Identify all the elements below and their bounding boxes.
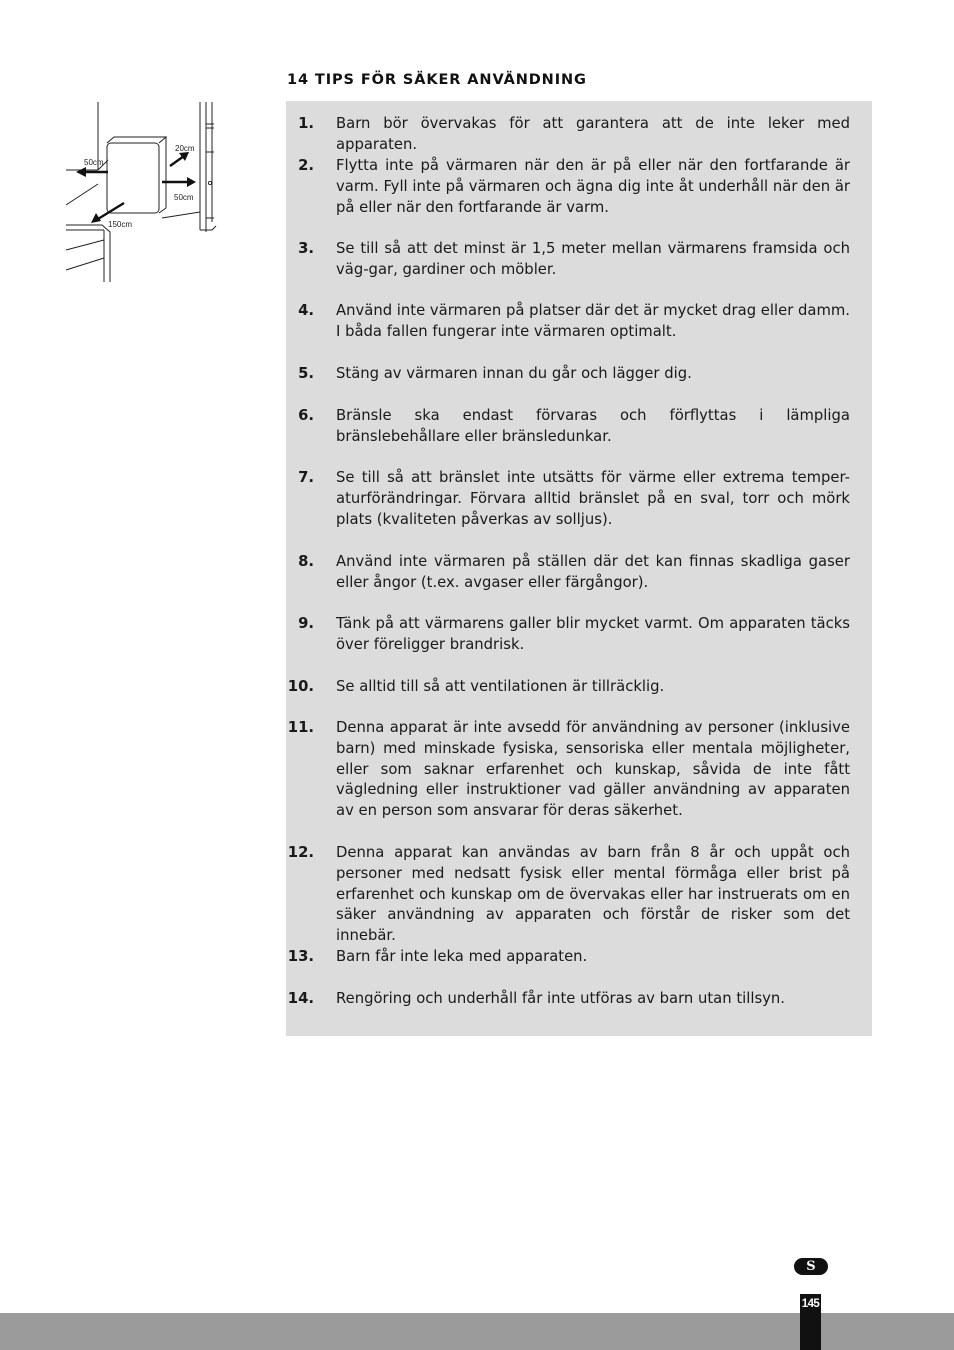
- tip-text: Barn bör övervakas för att garantera att de inte leker med apparaten.: [336, 115, 850, 153]
- tip-text: Denna apparat är inte avsedd för användning av personer (inklusive barn) med minskade fysiska, sensoriska eller mentala möjligheter, eller som saknar erfarenhet och kunskap, såvida de inte fått vägledning eller instruktioner vad gäller användning av apparaten av en person som ansvarar för deras säkerhet.: [336, 719, 850, 820]
- tip-number: 7.: [298, 469, 314, 486]
- tip-number: 1.: [298, 115, 314, 132]
- tip-number: 2.: [298, 157, 314, 174]
- clearance-front-label: 150cm: [108, 220, 133, 229]
- page-number-tab: [800, 1294, 821, 1350]
- clearance-right-label: 50cm: [174, 193, 194, 202]
- tip-text: Se till så att bränslet inte utsätts för värme eller extrema temper-aturförändringar. Förvara alltid bränslet på en sval, torr och mörk plats (kvaliteten påverkas av solljus).: [336, 469, 850, 528]
- language-badge: S: [794, 1258, 828, 1275]
- clearance-illustration: [62, 100, 222, 285]
- tip-number: 13.: [287, 948, 314, 965]
- tip-text: Stäng av värmaren innan du går och lägger dig.: [336, 365, 692, 382]
- tip-number: 5.: [298, 365, 314, 382]
- tip-number: 8.: [298, 553, 314, 570]
- clearance-top-label: 20cm: [175, 144, 195, 153]
- tip-text: Rengöring och underhåll får inte utföras av barn utan tillsyn.: [336, 990, 785, 1007]
- tip-number: 3.: [298, 240, 314, 257]
- tip-text: Se alltid till så att ventilationen är tillräcklig.: [336, 678, 665, 695]
- tips-panel: [286, 101, 872, 1036]
- tip-number: 4.: [298, 302, 314, 319]
- tip-text: Se till så att det minst är 1,5 meter mellan värmarens framsida och väg-gar, gardiner och möbler.: [336, 240, 850, 278]
- tip-text: Använd inte värmaren på ställen där det kan finnas skadliga gaser eller ångor (t.ex. avgaser eller färgångor).: [336, 553, 850, 591]
- tip-text: Använd inte värmaren på platser där det är mycket drag eller damm. I båda fallen fungerar inte värmaren optimalt.: [336, 302, 851, 340]
- tip-number: 10.: [287, 678, 314, 695]
- clearance-left-label: 50cm: [84, 158, 104, 167]
- tip-number: 12.: [287, 844, 314, 861]
- tip-text: Barn får inte leka med apparaten.: [336, 948, 588, 965]
- tip-number: 6.: [298, 407, 314, 424]
- tip-text: Denna apparat kan användas av barn från 8 år och uppåt och personer med nedsatt fysisk eller mental förmåga eller brist på erfarenhet och kunskap om de övervakas eller har instruerats om en säker användning av apparaten och förstår de risker som det innebär.: [336, 844, 850, 945]
- tip-text: Bränsle ska endast förvaras och förflyttas i lämpliga bränslebehållare eller bränsledunkar.: [336, 407, 850, 445]
- tip-number: 11.: [287, 719, 314, 736]
- tip-text: Flytta inte på värmaren när den är på eller när den fortfarande är varm. Fyll inte på värmaren och ägna dig inte åt underhåll när den är på eller när den fortfarande är varm.: [336, 157, 850, 216]
- page-number: 145: [801, 1298, 820, 1310]
- tip-number: 14.: [287, 990, 314, 1007]
- tip-text: Tänk på att värmarens galler blir mycket varmt. Om apparaten täcks över föreligger brandrisk.: [336, 615, 850, 653]
- tip-number: 9.: [298, 615, 314, 632]
- section-heading: 14 TIPS FÖR SÄKER ANVÄNDNING: [287, 72, 587, 88]
